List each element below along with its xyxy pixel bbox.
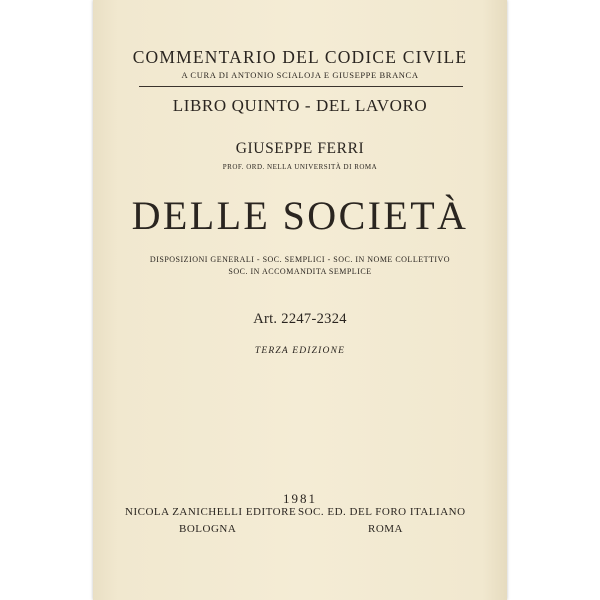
publisher-city: BOLOGNA <box>179 523 237 535</box>
edition-label: TERZA EDIZIONE <box>254 346 346 356</box>
subtitle-line-1: DISPOSIZIONI GENERALI - SOC. SEMPLICI - SOC. IN NOME COLLETTIVO <box>149 255 451 264</box>
publisher-name: NICOLA ZANICHELLI EDITORE <box>125 506 297 518</box>
publisher-name: SOC. ED. DEL FORO ITALIANO <box>298 506 466 518</box>
title-page <box>93 0 507 600</box>
author-name: GIUSEPPE FERRI <box>235 140 365 157</box>
publication-year: 1981 <box>283 491 317 506</box>
articles-range: Art. 2247-2324 <box>253 311 347 327</box>
subtitle-line-2: SOC. IN ACCOMANDITA SEMPLICE <box>228 267 372 276</box>
book-title: LIBRO QUINTO - DEL LAVORO <box>172 96 428 115</box>
publisher-city: ROMA <box>368 523 404 535</box>
main-title: DELLE SOCIETÀ <box>131 193 469 238</box>
author-affiliation: PROF. ORD. NELLA UNIVERSITÀ DI ROMA <box>222 163 378 171</box>
editors-line: A CURA DI ANTONIO SCIALOJA E GIUSEPPE BRANCA <box>181 70 419 80</box>
divider-rule <box>139 86 463 87</box>
series-title: COMMENTARIO DEL CODICE CIVILE <box>132 47 468 67</box>
